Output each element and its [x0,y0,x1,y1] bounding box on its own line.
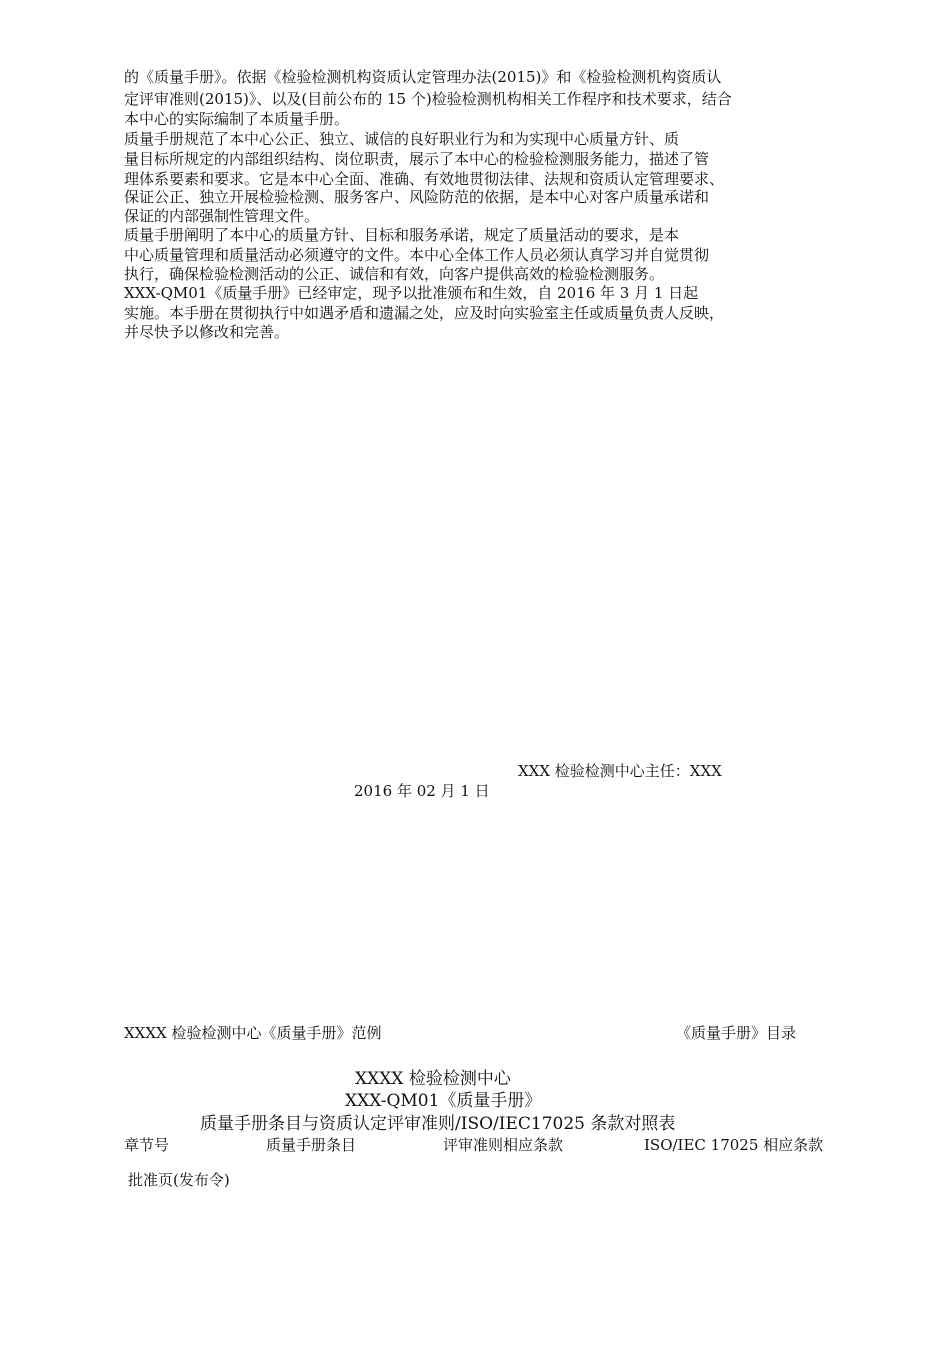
column-header: 评审准则相应条款 [443,1136,564,1154]
body-line: 保证的内部强制性管理文件。 [124,207,320,225]
body-line: XXX-QM01《质量手册》已经审定，现予以批准颁布和生效，自 2016 年 3 月 1 日起 [124,284,699,302]
table-title: 质量手册条目与资质认定评审准则/ISO/IEC17025 条款对照表 [200,1114,676,1134]
column-header: 质量手册条目 [266,1136,357,1154]
body-line: 保证公正、独立开展检验检测、服务客户、风险防范的依据，是本中心对客户质量承诺和 [124,188,710,206]
body-line: 质量手册阐明了本中心的质量方针、目标和服务承诺，规定了质量活动的要求，是本 [124,226,680,244]
body-line: 本中心的实际编制了本质量手册。 [124,110,350,128]
body-line: 质量手册规范了本中心公正、独立、诚信的良好职业行为和为实现中心质量方针、质 [124,130,680,148]
doc-title: XXX-QM01《质量手册》 [345,1091,542,1111]
body-line: 的《质量手册》。依据《检验检测机构资质认定管理办法(2015)》和《检验检测机构资质认 [124,68,722,86]
body-line: 理体系要素和要求。它是本中心全面、准确、有效地贯彻法律、法规和资质认定管理要求、 [124,170,725,188]
body-line: 并尽快予以修改和完善。 [124,323,290,341]
body-line: 实施。本手册在贯彻执行中如遇矛盾和遗漏之处，应及时向实验室主任或质量负责人反映， [124,304,725,322]
body-line: 定评审准则(2015)》、以及(目前公布的 15 个)检验检测机构相关工作程序和技术要求，结合 [124,90,732,108]
body-line: 中心质量管理和质量活动必须遵守的文件。本中心全体工作人员必须认真学习并自觉贯彻 [124,246,710,264]
table-row: 批准页(发布令) [128,1171,230,1189]
header-right: 《质量手册》目录 [676,1024,797,1042]
director-signature: XXX 检验检测中心主任：XXX [518,762,722,780]
org-title: XXXX 检验检测中心 [355,1069,511,1089]
column-header: ISO/IEC 17025 相应条款 [644,1136,824,1154]
header-left: XXXX 检验检测中心《质量手册》范例 [124,1024,382,1042]
signature-date: 2016 年 02 月 1 日 [354,782,490,800]
column-header: 章节号 [124,1136,170,1154]
body-line: 量目标所规定的内部组织结构、岗位职责，展示了本中心的检验检测服务能力，描述了管 [124,150,710,168]
body-line: 执行，确保检验检测活动的公正、诚信和有效，向客户提供高效的检验检测服务。 [124,265,665,283]
